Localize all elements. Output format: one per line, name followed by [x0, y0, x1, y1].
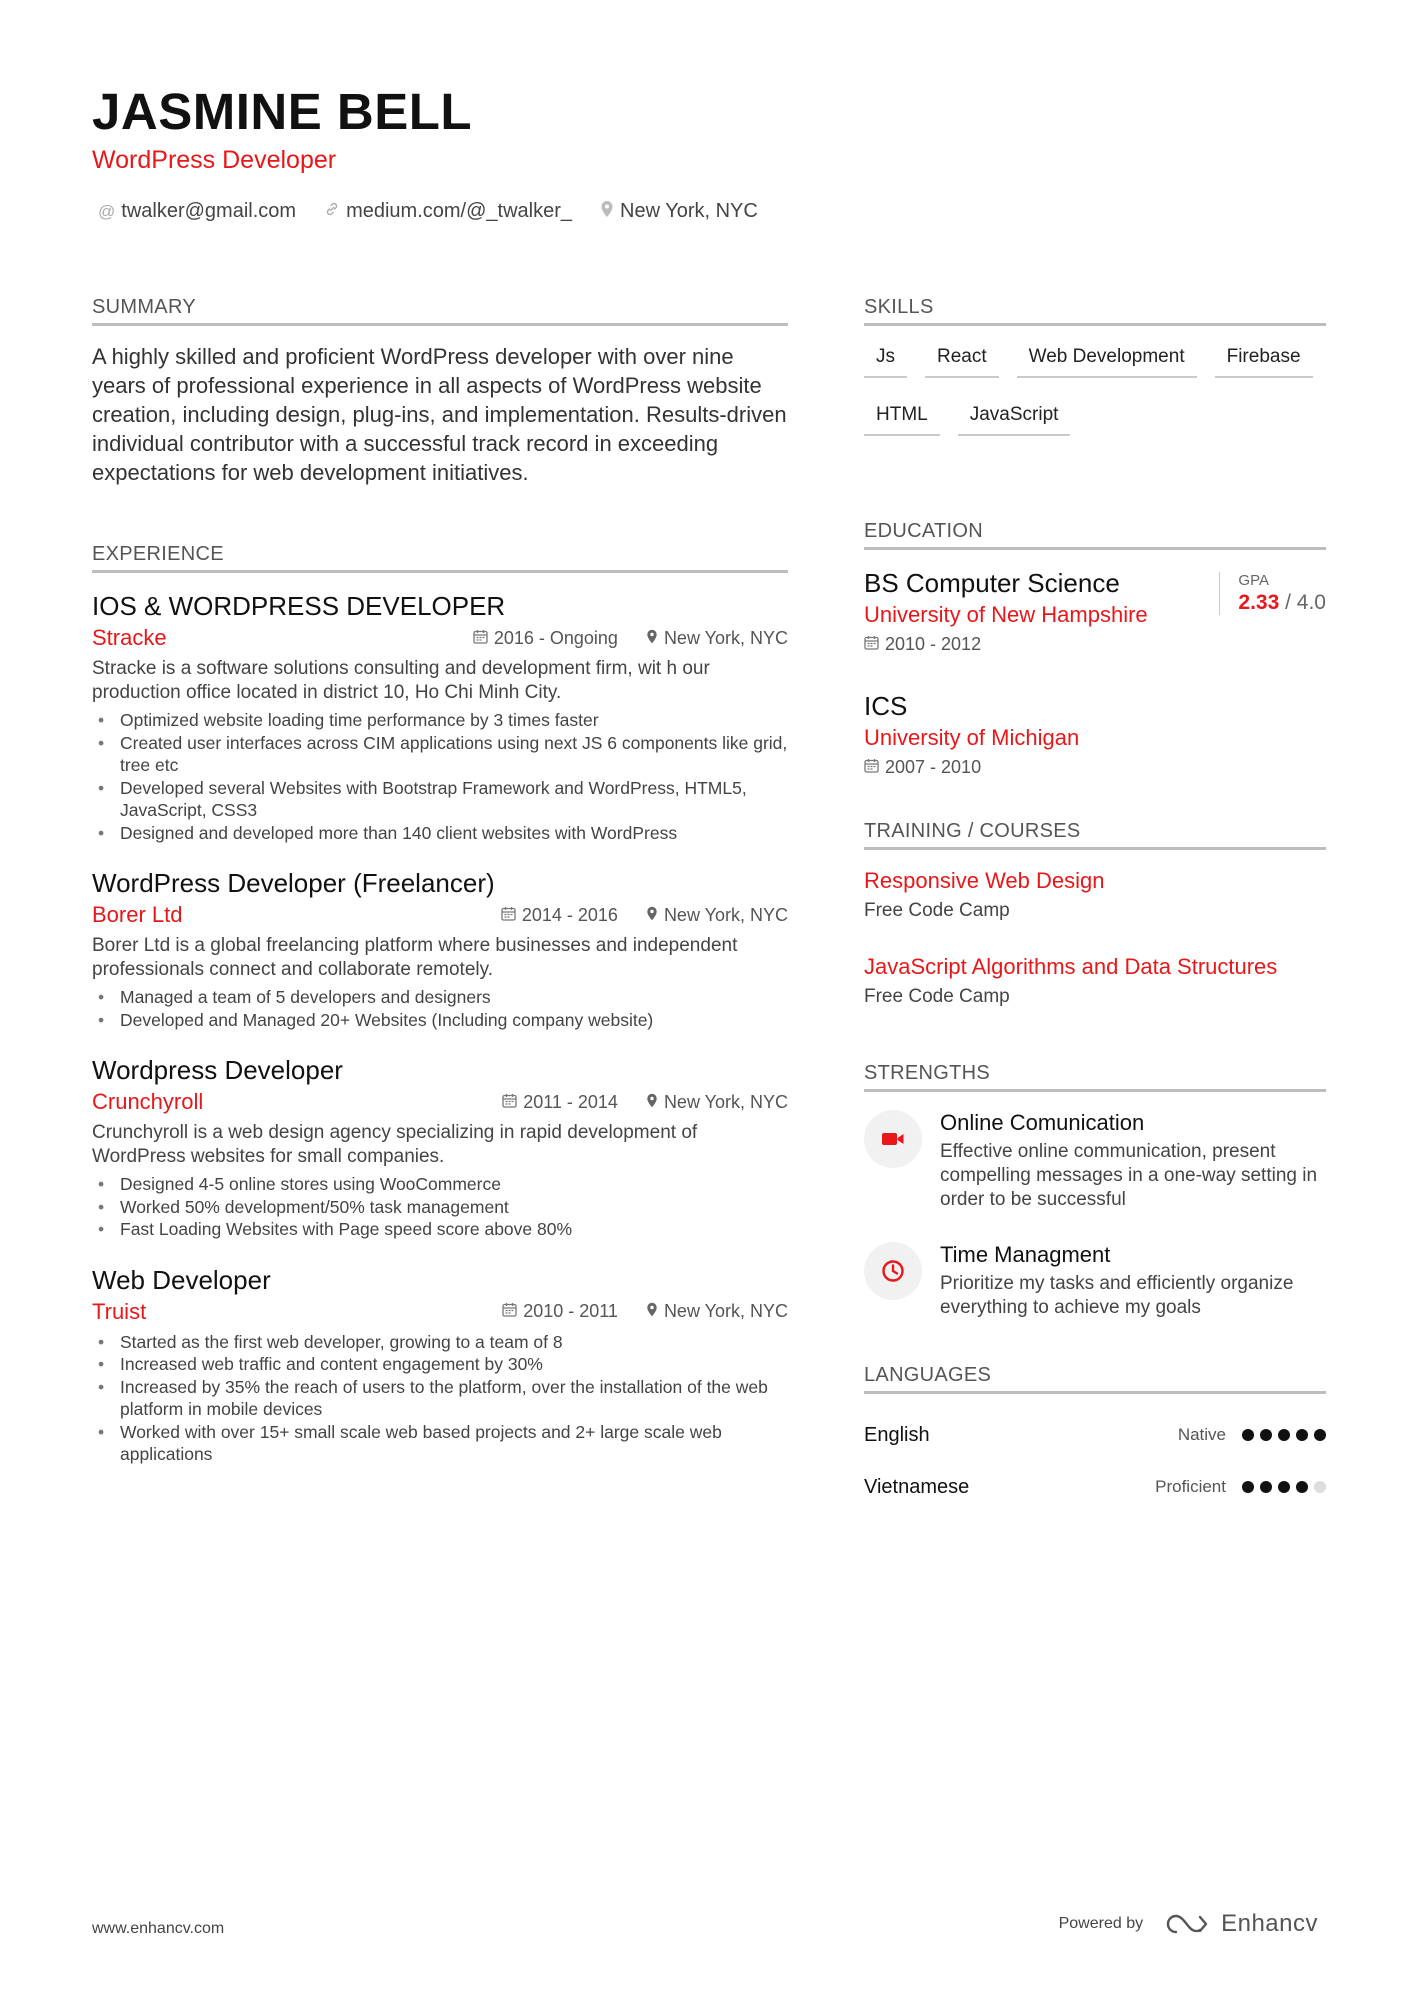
- location-pin-icon: [646, 905, 658, 925]
- at-icon: @: [98, 201, 116, 221]
- skills-heading: SKILLS: [864, 296, 1326, 326]
- bullet-item: • Designed 4-5 online stores using WooCommerce: [92, 1173, 788, 1196]
- language-row: [864, 1462, 1326, 1512]
- job-description: Borer Ltd is a global freelancing platform where businesses and independent professionals connect and collaborate remotely.: [92, 935, 738, 980]
- bullet-item: • Developed and Managed 20+ Websites (Including company website): [92, 1009, 788, 1032]
- strength-title: Time Managment: [940, 1242, 1111, 1267]
- job-location: [646, 1301, 788, 1322]
- experience-entry: [92, 1053, 788, 1241]
- rating-dot: [1242, 1429, 1254, 1441]
- job-dates: [502, 1301, 618, 1322]
- school-name[interactable]: University of New Hampshire: [864, 602, 1148, 627]
- strength-entry: [864, 1108, 1326, 1212]
- rating-dot: [1314, 1481, 1326, 1493]
- rating-dot: [1314, 1429, 1326, 1441]
- enhancv-brand-text: Enhancv: [1221, 1910, 1318, 1937]
- strength-description: Effective online communication, present compelling messages in a one-way setting in order to be successful: [940, 1141, 1318, 1210]
- job-description: Crunchyroll is a web design agency specializing in rapid development of WordPress websites for small companies.: [92, 1122, 698, 1167]
- education-entry: [864, 689, 1326, 778]
- job-location: [646, 905, 788, 926]
- contact-email[interactable]: [98, 200, 296, 223]
- language-name: Vietnamese: [864, 1475, 970, 1498]
- experience-list: [92, 589, 788, 1466]
- strength-text: [940, 1108, 1326, 1212]
- experience-entry: [92, 1263, 788, 1466]
- calendar-icon: [864, 634, 879, 654]
- gpa-label: GPA: [1238, 572, 1269, 589]
- course-entry: [864, 866, 1326, 922]
- degree: ICS: [864, 691, 908, 721]
- enhancv-logo[interactable]: [1165, 1910, 1318, 1938]
- job-meta: [92, 1089, 788, 1115]
- rating-dots: [1242, 1481, 1326, 1493]
- rating-dot: [1242, 1481, 1254, 1493]
- rating-dot: [1278, 1429, 1290, 1441]
- job-dates-text: 2016 - Ongoing: [493, 627, 618, 648]
- job-title: Wordpress Developer: [92, 1055, 343, 1085]
- language-level: Native: [1177, 1425, 1226, 1444]
- job-location-text: New York, NYC: [663, 1301, 788, 1321]
- job-meta-right: [502, 1092, 788, 1113]
- languages-heading: LANGUAGES: [864, 1364, 1326, 1394]
- language-name: English: [864, 1423, 930, 1446]
- bullet-item: • Created user interfaces across CIM applications using next JS 6 components like grid, tree etc: [92, 732, 788, 777]
- education-list: [864, 566, 1326, 778]
- website-text: medium.com/@_twalker_: [346, 200, 572, 222]
- education-entry: [864, 566, 1326, 655]
- powered-by-text: Powered by: [1058, 1915, 1144, 1932]
- job-location-text: New York, NYC: [663, 1091, 788, 1112]
- company-name[interactable]: Borer Ltd: [92, 902, 183, 927]
- job-meta-right: [473, 628, 788, 649]
- bullet-item: • Designed and developed more than 140 client websites with WordPress: [92, 822, 788, 845]
- job-title: IOS & WORDPRESS DEVELOPER: [92, 591, 506, 621]
- job-meta: [92, 1299, 788, 1325]
- skill-tag: Web Development: [1017, 342, 1197, 378]
- course-provider: Free Code Camp: [864, 900, 1010, 921]
- experience-entry: [92, 589, 788, 844]
- experience-entry: [92, 866, 788, 1031]
- strengths-list: [864, 1108, 1326, 1320]
- job-bullets: [92, 986, 788, 1031]
- courses-heading: TRAINING / COURSES: [864, 820, 1326, 850]
- contact-location: [600, 200, 758, 223]
- location-pin-icon: [646, 628, 658, 648]
- languages-list: [864, 1410, 1326, 1512]
- skill-tag: Js: [864, 342, 907, 378]
- calendar-icon: [473, 628, 488, 648]
- bullet-item: • Developed several Websites with Bootstrap Framework and WordPress, HTML5, JavaScript, CSS3: [92, 777, 788, 822]
- strength-title: Online Comunication: [940, 1110, 1145, 1135]
- education-dates-text: 2007 - 2010: [885, 757, 982, 777]
- company-name[interactable]: Crunchyroll: [92, 1089, 204, 1114]
- skills-list: [864, 342, 1326, 436]
- education-dates: [864, 757, 1326, 778]
- link-icon: [324, 201, 340, 222]
- job-location: [646, 1092, 788, 1113]
- job-dates-text: 2010 - 2011: [523, 1301, 618, 1321]
- job-location: [646, 628, 788, 649]
- rating-dot: [1296, 1481, 1308, 1493]
- right-column: [864, 296, 1326, 1512]
- contact-bar: [98, 200, 758, 223]
- language-level: Proficient: [1155, 1477, 1226, 1496]
- job-meta-right: [502, 1301, 788, 1322]
- course-provider: Free Code Camp: [864, 986, 1010, 1007]
- strength-entry: [864, 1240, 1326, 1320]
- job-dates: [502, 1092, 618, 1113]
- strengths-heading: STRENGTHS: [864, 1062, 1326, 1092]
- education-dates: [864, 634, 1326, 655]
- enhancv-logo-mark-icon: [1165, 1913, 1211, 1935]
- job-title: WordPress Developer (Freelancer): [92, 868, 495, 898]
- candidate-role: WordPress Developer: [92, 146, 337, 174]
- course-entry: [864, 952, 1326, 1008]
- school-name[interactable]: University of Michigan: [864, 725, 1080, 750]
- location-pin-icon: [646, 1301, 658, 1321]
- rating-dot: [1296, 1429, 1308, 1441]
- job-bullets: [92, 1173, 788, 1241]
- language-row: [864, 1410, 1326, 1460]
- calendar-icon: [502, 1301, 517, 1321]
- bullet-item: • Optimized website loading time performance by 3 times faster: [92, 709, 788, 732]
- gpa-value: [1238, 591, 1326, 615]
- job-meta-right: [501, 905, 788, 926]
- course-title[interactable]: JavaScript Algorithms and Data Structures: [864, 954, 1278, 979]
- footer-url[interactable]: www.enhancv.com: [92, 1920, 225, 1937]
- strength-text: [940, 1240, 1326, 1320]
- calendar-icon: [864, 757, 879, 777]
- gpa-max: / 4.0: [1285, 591, 1326, 614]
- job-bullets: [92, 1331, 788, 1466]
- left-column: [92, 296, 788, 1488]
- courses-list: [864, 866, 1326, 1008]
- skill-tag: HTML: [864, 400, 940, 436]
- language-proficiency: [1178, 1425, 1326, 1445]
- summary-text: A highly skilled and proficient WordPress developer with over nine years of professional experience in all aspects of WordPress website creation, including design, plug-ins, and implementation. Results-driven individual contributor with a successful track record in exceeding expectations for web development initiatives.: [92, 344, 787, 485]
- summary-heading: SUMMARY: [92, 296, 788, 326]
- contact-website[interactable]: [324, 200, 572, 223]
- job-dates-text: 2011 - 2014: [523, 1091, 618, 1112]
- location-pin-icon: [646, 1092, 658, 1112]
- email-text: twalker@gmail.com: [121, 200, 297, 222]
- experience-heading: EXPERIENCE: [92, 543, 788, 573]
- job-description: Stracke is a software solutions consulting and development firm, wit h our production office located in district 10, Ho Chi Minh City.: [92, 658, 710, 703]
- rating-dot: [1260, 1429, 1272, 1441]
- bullet-item: • Managed a team of 5 developers and designers: [92, 986, 788, 1009]
- job-dates: [473, 628, 618, 649]
- rating-dot: [1260, 1481, 1272, 1493]
- location-text: New York, NYC: [620, 200, 758, 222]
- bullet-item: • Fast Loading Websites with Page speed score above 80%: [92, 1218, 788, 1241]
- rating-dots: [1242, 1429, 1326, 1441]
- gpa-score: 2.33: [1238, 591, 1280, 614]
- bullet-item: • Worked 50% development/50% task management: [92, 1196, 788, 1219]
- calendar-icon: [501, 905, 516, 925]
- language-proficiency: [1155, 1477, 1326, 1497]
- job-dates-text: 2014 - 2016: [521, 904, 618, 925]
- skill-tag: JavaScript: [958, 400, 1071, 436]
- gpa-box: [1219, 572, 1326, 615]
- bullet-item: • Increased web traffic and content engagement by 30%: [92, 1353, 788, 1376]
- clock-icon: [864, 1242, 922, 1300]
- job-title: Web Developer: [92, 1264, 271, 1295]
- skill-tag: React: [925, 342, 999, 378]
- company-name[interactable]: Truist: [92, 1298, 147, 1324]
- rating-dot: [1278, 1481, 1290, 1493]
- footer-branding: [1059, 1910, 1318, 1938]
- company-name[interactable]: Stracke: [92, 625, 167, 650]
- job-location-text: New York, NYC: [663, 627, 788, 648]
- degree: BS Computer Science: [864, 568, 1120, 598]
- job-meta: [92, 902, 788, 928]
- education-dates-text: 2010 - 2012: [885, 634, 982, 654]
- skill-tag: Firebase: [1215, 342, 1313, 378]
- candidate-name: JASMINE BELL: [92, 83, 473, 140]
- job-bullets: [92, 709, 788, 844]
- course-title[interactable]: Responsive Web Design: [864, 868, 1105, 893]
- job-location-text: New York, NYC: [663, 904, 788, 925]
- job-meta: [92, 625, 788, 651]
- bullet-item: • Increased by 35% the reach of users to the platform, over the installation of the web platform in mobile devices: [92, 1376, 788, 1421]
- strength-description: Prioritize my tasks and efficiently organize everything to achieve my goals: [940, 1273, 1294, 1318]
- education-heading: EDUCATION: [864, 520, 1326, 550]
- location-pin-icon: [600, 200, 614, 223]
- video-camera-icon: [864, 1110, 922, 1168]
- job-dates: [501, 905, 618, 926]
- calendar-icon: [502, 1092, 517, 1112]
- bullet-item: • Worked with over 15+ small scale web based projects and 2+ large scale web applications: [92, 1421, 788, 1466]
- bullet-item: • Started as the first web developer, growing to a team of 8: [92, 1331, 788, 1354]
